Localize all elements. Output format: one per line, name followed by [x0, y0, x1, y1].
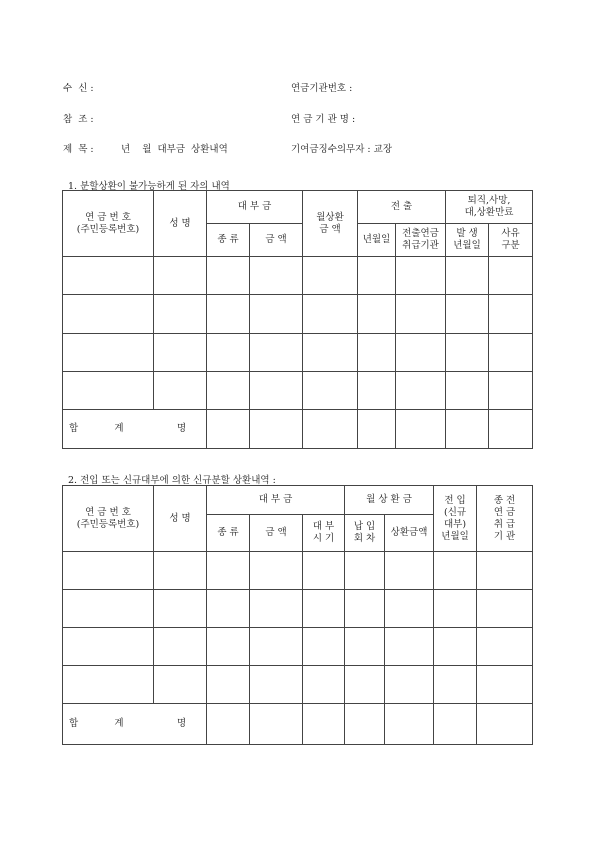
input-cell[interactable]	[489, 371, 533, 409]
input-cell[interactable]	[385, 628, 434, 666]
input-cell[interactable]	[489, 409, 533, 448]
total-cell	[63, 409, 207, 448]
input-cell[interactable]	[477, 666, 533, 704]
input-cell[interactable]	[63, 552, 154, 590]
input-cell[interactable]	[63, 333, 154, 371]
input-cell[interactable]	[250, 704, 303, 745]
input-cell[interactable]	[207, 590, 250, 628]
input-cell[interactable]	[358, 409, 396, 448]
contributor-label: 기여금징수의무자 : 교장	[291, 144, 393, 155]
input-cell[interactable]	[303, 409, 358, 448]
table-row	[63, 552, 533, 590]
input-cell[interactable]	[154, 628, 207, 666]
input-cell[interactable]	[250, 295, 303, 333]
input-cell[interactable]	[63, 257, 154, 295]
agency-name-label: 연 금 기 관 명 :	[291, 114, 356, 125]
section2-table	[62, 485, 533, 745]
input-cell[interactable]	[207, 257, 250, 295]
input-cell[interactable]	[154, 371, 207, 409]
input-cell[interactable]	[477, 590, 533, 628]
total-label: 합 계	[69, 422, 124, 434]
input-cell[interactable]	[207, 295, 250, 333]
input-cell[interactable]	[477, 552, 533, 590]
input-cell[interactable]	[446, 333, 489, 371]
input-cell[interactable]	[250, 371, 303, 409]
table-row	[63, 666, 533, 704]
input-cell[interactable]	[303, 371, 358, 409]
col-repay-amount: 상환금액	[385, 515, 434, 552]
table-row	[63, 628, 533, 666]
col-name: 성 명	[154, 486, 207, 552]
input-cell[interactable]	[489, 257, 533, 295]
input-cell[interactable]	[434, 628, 477, 666]
input-cell[interactable]	[358, 371, 396, 409]
input-cell[interactable]	[303, 257, 358, 295]
input-cell[interactable]	[63, 590, 154, 628]
col-transfer: 전 출	[358, 191, 446, 224]
subject-label: 제 목 :	[63, 144, 94, 155]
input-cell[interactable]	[358, 333, 396, 371]
input-cell[interactable]	[345, 628, 385, 666]
input-cell[interactable]	[303, 704, 345, 745]
reference-label: 참 조 :	[63, 114, 94, 125]
input-cell[interactable]	[345, 590, 385, 628]
input-cell[interactable]	[207, 628, 250, 666]
col-name: 성 명	[154, 191, 207, 257]
col-loan: 대 부 금	[207, 486, 345, 515]
table-row	[63, 257, 533, 295]
input-cell[interactable]	[154, 295, 207, 333]
input-cell[interactable]	[396, 257, 446, 295]
input-cell[interactable]	[446, 409, 489, 448]
input-cell[interactable]	[358, 295, 396, 333]
input-cell[interactable]	[396, 333, 446, 371]
input-cell[interactable]	[385, 704, 434, 745]
input-cell[interactable]	[385, 590, 434, 628]
input-cell[interactable]	[154, 666, 207, 704]
col-loan-amount: 금 액	[250, 224, 303, 257]
input-cell[interactable]	[345, 666, 385, 704]
col-transfer-in-date: 전 입 (신규 대부) 년월일	[434, 486, 477, 552]
input-cell[interactable]	[207, 704, 250, 745]
input-cell[interactable]	[446, 371, 489, 409]
total-row	[63, 704, 533, 745]
input-cell[interactable]	[250, 333, 303, 371]
input-cell[interactable]	[250, 257, 303, 295]
input-cell[interactable]	[396, 295, 446, 333]
col-payment-count: 납 입 회 차	[345, 515, 385, 552]
col-monthly-repayment: 월 상 환 금	[345, 486, 434, 515]
input-cell[interactable]	[303, 333, 358, 371]
col-loan-time: 대 부 시 기	[303, 515, 345, 552]
section1-title: 1. 분할상환이 불가능하게 된 자의 내역	[68, 181, 230, 192]
col-retire-death: 퇴직,사망, 대,상환만료	[446, 191, 533, 224]
input-cell[interactable]	[434, 590, 477, 628]
input-cell[interactable]	[345, 704, 385, 745]
col-loan-type: 종 류	[207, 515, 250, 552]
subject-text: 년 월 대부금 상환내역	[121, 144, 228, 155]
input-cell[interactable]	[446, 257, 489, 295]
col-loan-amount: 금 액	[250, 515, 303, 552]
input-cell[interactable]	[250, 409, 303, 448]
input-cell[interactable]	[477, 704, 533, 745]
input-cell[interactable]	[303, 666, 345, 704]
input-cell[interactable]	[396, 409, 446, 448]
total-unit: 명	[177, 422, 187, 434]
section2-title: 2. 전입 또는 신규대부에 의한 신규분할 상환내역 :	[68, 475, 276, 486]
input-cell[interactable]	[63, 295, 154, 333]
input-cell[interactable]	[207, 666, 250, 704]
input-cell[interactable]	[345, 552, 385, 590]
total-unit: 명	[177, 718, 187, 729]
input-cell[interactable]	[477, 628, 533, 666]
input-cell[interactable]	[207, 333, 250, 371]
input-cell[interactable]	[250, 666, 303, 704]
input-cell[interactable]	[63, 371, 154, 409]
input-cell[interactable]	[207, 552, 250, 590]
col-pension-number: 연 금 번 호 (주민등록번호)	[63, 486, 154, 552]
col-previous-agency: 종 전 연 금 취 급 기 관	[477, 486, 533, 552]
table-row	[63, 371, 533, 409]
input-cell[interactable]	[250, 628, 303, 666]
input-cell[interactable]	[250, 552, 303, 590]
col-loan-type: 종 류	[207, 224, 250, 257]
section1-table	[62, 190, 533, 449]
col-loan: 대 부 금	[207, 191, 303, 224]
input-cell[interactable]	[250, 590, 303, 628]
input-cell[interactable]	[154, 552, 207, 590]
total-label: 합 계	[69, 718, 124, 729]
input-cell[interactable]	[303, 628, 345, 666]
input-cell[interactable]	[434, 704, 477, 745]
col-pension-number: 연 금 번 호 (주민등록번호)	[63, 191, 154, 257]
input-cell[interactable]	[489, 333, 533, 371]
input-cell[interactable]	[446, 295, 489, 333]
total-row	[63, 409, 533, 448]
col-monthly-repayment: 월상환 금 액	[303, 191, 358, 257]
input-cell[interactable]	[303, 295, 358, 333]
recipient-label: 수 신 :	[63, 83, 94, 94]
input-cell[interactable]	[358, 257, 396, 295]
input-cell[interactable]	[385, 552, 434, 590]
input-cell[interactable]	[385, 666, 434, 704]
input-cell[interactable]	[434, 552, 477, 590]
input-cell[interactable]	[489, 295, 533, 333]
col-transfer-agency: 전출연금 취급기관	[396, 224, 446, 257]
input-cell[interactable]	[154, 590, 207, 628]
input-cell[interactable]	[207, 409, 250, 448]
input-cell[interactable]	[154, 333, 207, 371]
input-cell[interactable]	[303, 552, 345, 590]
input-cell[interactable]	[154, 257, 207, 295]
table-row	[63, 333, 533, 371]
table-row	[63, 295, 533, 333]
col-transfer-date: 년월일	[358, 224, 396, 257]
col-occur-date: 발 생 년월일	[446, 224, 489, 257]
input-cell[interactable]	[434, 666, 477, 704]
input-cell[interactable]	[207, 371, 250, 409]
table-row	[63, 590, 533, 628]
input-cell[interactable]	[63, 666, 154, 704]
input-cell[interactable]	[396, 371, 446, 409]
input-cell[interactable]	[303, 590, 345, 628]
agency-number-label: 연금기관번호 :	[291, 83, 353, 94]
total-cell	[63, 704, 207, 745]
input-cell[interactable]	[63, 628, 154, 666]
col-reason: 사유 구분	[489, 224, 533, 257]
